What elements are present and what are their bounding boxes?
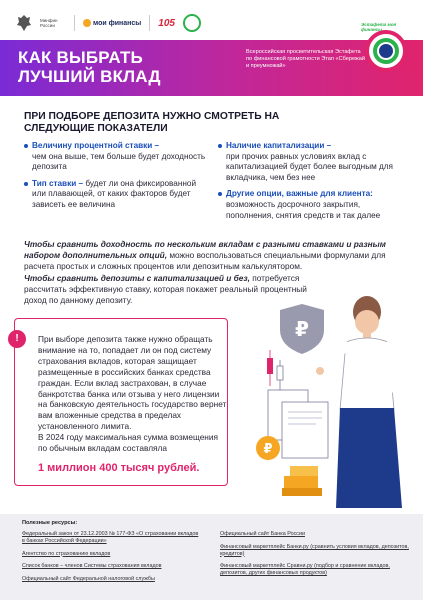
list-item-title: Тип ставки – [32, 178, 84, 188]
insurance-text [38, 334, 228, 454]
resource-link[interactable]: Агентство по страхованию вкладов [22, 550, 111, 557]
header-logos [16, 8, 276, 38]
list-item [218, 141, 406, 183]
section-heading: ПРИ ПОДБОРЕ ДЕПОЗИТА НУЖНО СМОТРЕТЬ НА СЛЕДУЮЩИЕ ПОКАЗАТЕЛИ [24, 111, 280, 134]
list-item-text: при прочих равных условиях вклад с капитализацией будет более выгодным для вкладчика, чем без нее [226, 151, 393, 182]
gold-bars-icon [282, 466, 322, 496]
svg-text:₽: ₽ [295, 317, 309, 341]
relay-emblem [357, 22, 415, 78]
band-subtitle: Всероссийская просветительская Эстафета по финансовой грамотности Этап «Сбережай и преумножай» [246, 49, 366, 69]
brand-logo [83, 19, 141, 27]
brand-label: мои финансы [93, 19, 142, 27]
list-item-title: Величину процентной ставки – [32, 141, 160, 150]
ruble-shield-icon [280, 304, 324, 354]
useful-resources-footer [0, 514, 423, 600]
list-item-text: возможность досрочного закрытия, пополнения, снятия средств и так далее [226, 199, 381, 220]
resource-link[interactable]: Финансовый маркетплейс Банки.ру (сравнить условия вкладов, депозитов, кредитов) [220, 543, 409, 557]
footer-links-right [220, 531, 410, 583]
emblem-caption: Эстафета моя финансы [361, 22, 397, 32]
anniversary-badge: 105 [158, 17, 175, 29]
woman-figure [316, 296, 402, 508]
svg-text:₽: ₽ [263, 442, 273, 457]
emblem-center [379, 44, 393, 58]
brand-dot-icon [83, 19, 91, 27]
insurance-amount: 1 миллион 400 тысяч рублей. [38, 462, 200, 474]
resource-link[interactable]: Финансовый маркетплейс Сравни.ру (подбор и сравнение вкладов, депозитов, других финансовых продуктов) [220, 563, 390, 577]
footer-heading: Полезные ресурсы: [22, 520, 78, 526]
list-item [24, 141, 210, 173]
resource-link[interactable]: Официальный сайт Банка России [220, 531, 305, 537]
list-item [218, 189, 406, 221]
page-title-line1: КАК ВЫБРАТЬ [18, 48, 143, 67]
logo-divider [74, 15, 75, 31]
candlestick-chart-icon [267, 350, 283, 390]
list-item [24, 179, 210, 211]
paragraph-text: потребуется рассчитать эффективную ставку, которая покажет реальный процентный доход по данному депозиту. [24, 273, 307, 305]
paragraph-text: можно воспользоваться специальными формулами для расчета простых и сложных процентов или депозитным калькулятором. [24, 249, 386, 271]
insurance-limit-text: В 2024 году максимальная сумма возмещения по обычным вкладам составляла [38, 432, 219, 454]
paragraph-emphasis: Чтобы сравнить доходность по нескольким вкладам с разными ставками и разным набором дополнительных опций, [24, 239, 386, 260]
page-title [18, 48, 161, 86]
list-item-title: Наличие капитализации – [226, 141, 332, 150]
ministry-ring-icon [183, 14, 201, 32]
list-item-title: Другие опции, важные для клиента: [226, 189, 373, 199]
resource-link[interactable]: Официальный сайт Федеральной налоговой службы [22, 576, 155, 583]
paragraph-emphasis: Чтобы сравнить депозиты с капитализацией и без, [24, 273, 250, 283]
insurance-paragraph: При выборе депозита также нужно обращать внимание на то, попадает ли он под систему страхования вкладов, которая защищает размещенные в российских банках средства граждан. Если вклад застрахован, в случае банкротства банка или отзыва у него лицензии на банковскую деятельность государство вернет вам вложенные средства в пределах установленного лимита. [38, 334, 227, 432]
left-criteria-list [24, 141, 210, 217]
state-emblem-icon [16, 14, 32, 32]
logo-divider [149, 15, 150, 31]
ministry-label: Минфин России [40, 18, 58, 28]
ruble-coin-icon [256, 436, 280, 460]
resource-link[interactable]: Список банков – членов Системы страхования вкладов [22, 563, 162, 570]
alert-icon: ! [8, 330, 26, 348]
resource-link[interactable]: Федеральный закон от 23.12.2003 № 177-ФЗ «О страховании вкладов в банках Российской Федерации» [22, 531, 199, 544]
comparison-paragraph [24, 239, 406, 271]
list-item-text: будет ли она фиксированной или плавающей, от каких факторов будет зависеть ее величина [32, 178, 197, 209]
list-item-text: чем она выше, тем больше будет доходность депозита [32, 151, 206, 172]
right-criteria-list [218, 141, 406, 227]
woman-presenter-illustration [232, 290, 422, 508]
footer-links-left [22, 531, 202, 589]
page-title-line2: ЛУЧШИЙ ВКЛАД [18, 67, 161, 86]
